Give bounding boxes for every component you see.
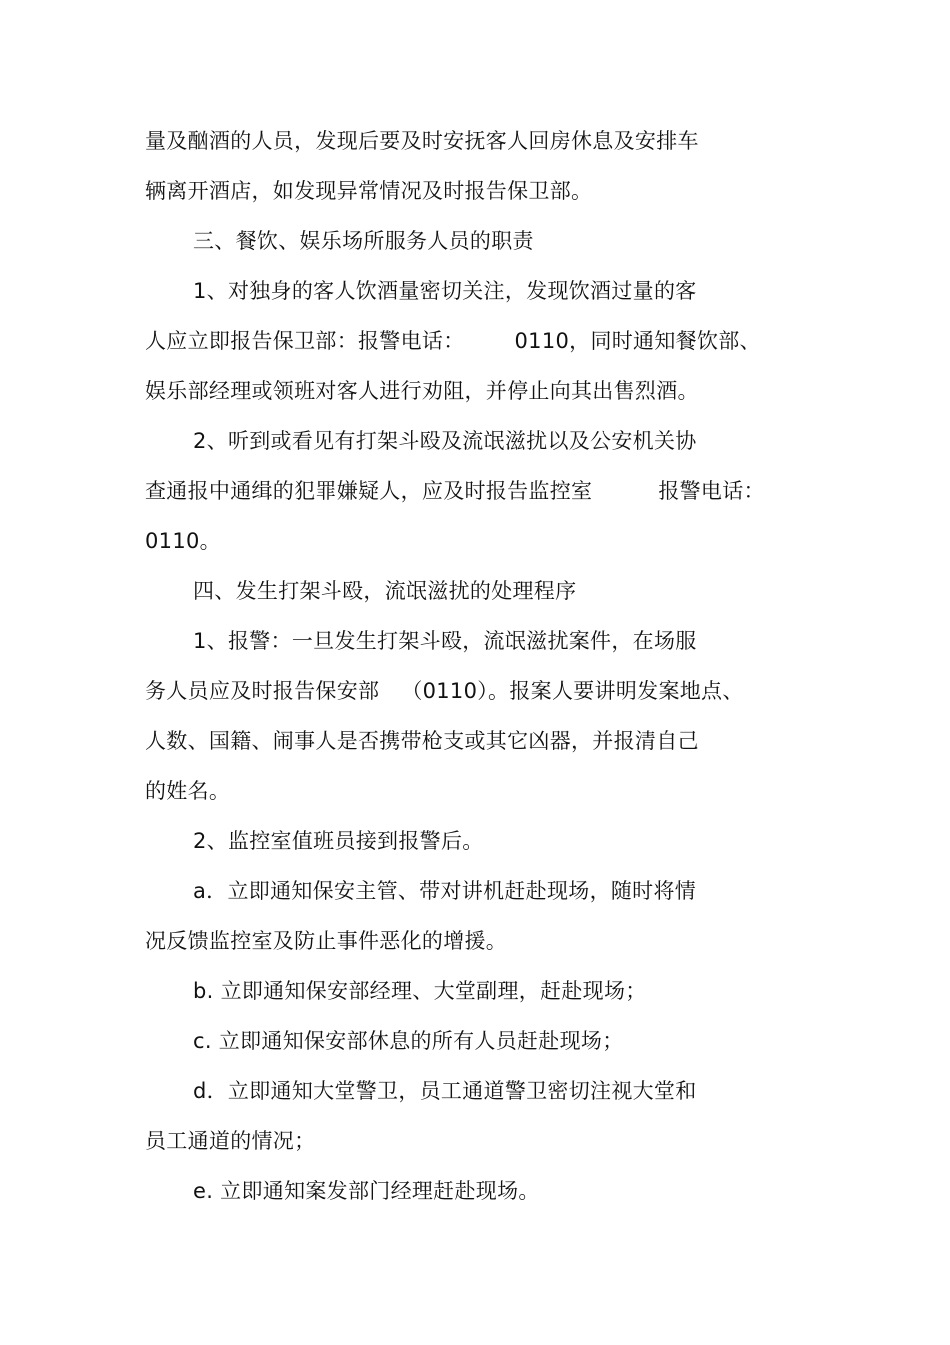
phone-segment: （0110）。报案人要讲明发案地点、 [401,679,744,703]
paragraph-line: 1、对独身的客人饮酒量密切关注，发现饮酒过量的客 [193,279,697,303]
paragraph-line: 1、报警：一旦发生打架斗殴，流氓滋扰案件，在场服 [193,629,697,653]
list-item-e: e. 立即通知案发部门经理赶赴现场。 [193,1179,540,1203]
list-item-a: a．立即通知保安主管、带对讲机赶赴现场，随时将情 [193,879,697,903]
list-item-d: d．立即通知大堂警卫，员工通道警卫密切注视大堂和 [193,1079,697,1103]
paragraph-line: 娱乐部经理或领班对客人进行劝阻，并停止向其出售烈酒。 [145,379,699,403]
paragraph-line [145,326,761,356]
paragraph-line: 0110。 [145,529,221,553]
paragraph-line: 的姓名。 [145,779,231,803]
paragraph-line [145,476,765,506]
paragraph-line: 辆离开酒店，如发现异常情况及时报告保卫部。 [145,179,593,203]
paragraph-line: 2、听到或看见有打架斗殴及流氓滋扰以及公安机关协 [193,429,697,453]
text-segment: 人应立即报告保卫部：报警电话： [145,329,465,353]
paragraph-line: 人数、国籍、闹事人是否携带枪支或其它凶器，并报清自己 [145,729,699,753]
paragraph-line [145,676,744,706]
list-item-c: c. 立即通知保安部休息的所有人员赶赴现场； [193,1029,624,1053]
paragraph-line: 2、监控室值班员接到报警后。 [193,829,484,853]
paragraph-line: 况反馈监控室及防止事件恶化的增援。 [145,929,508,953]
paragraph-line: 量及酗酒的人员，发现后要及时安抚客人回房休息及安排车 [145,129,699,153]
text-segment: 查通报中通缉的犯罪嫌疑人，应及时报告监控室 [145,479,593,503]
section-heading: 三、餐饮、娱乐场所服务人员的职责 [193,229,534,253]
text-segment: 报警电话： [658,479,765,503]
text-segment: 务人员应及时报告保安部 [145,679,380,703]
list-item-b: b. 立即通知保安部经理、大堂副理，赶赴现场； [193,979,647,1003]
section-heading: 四、发生打架斗殴，流氓滋扰的处理程序 [193,579,577,603]
paragraph-line: 员工通道的情况； [145,1129,316,1153]
phone-segment: 0110，同时通知餐饮部、 [514,329,761,353]
